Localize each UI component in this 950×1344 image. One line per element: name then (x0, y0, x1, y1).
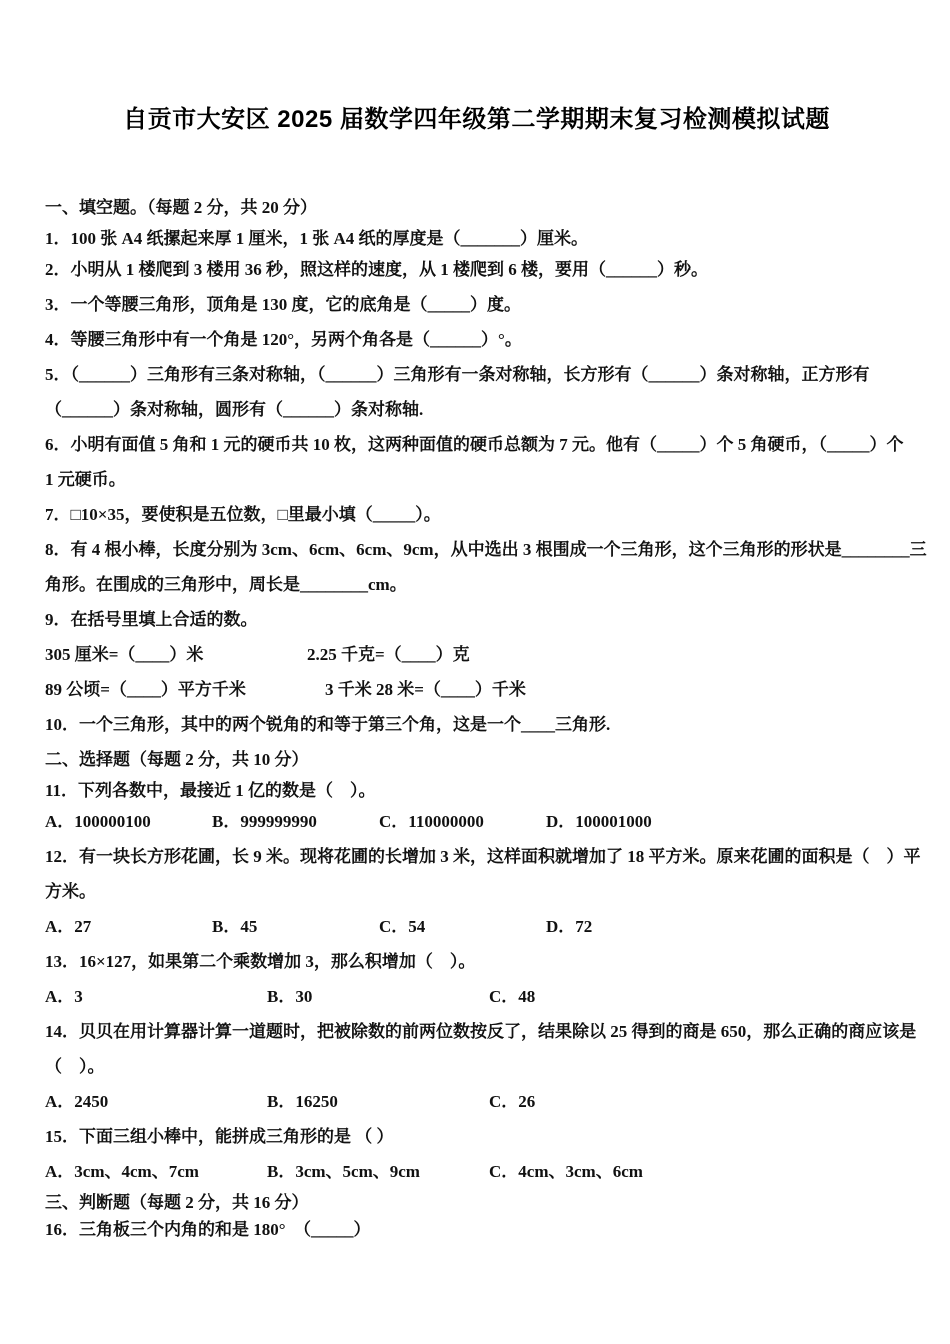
exam-title: 自贡市大安区 2025 届数学四年级第二学期期末复习检测模拟试题 (123, 106, 830, 133)
question-1: 1．100 张 A4 纸摞起来厚 1 厘米，1 张 A4 纸的厚度是（_______）厘米。 (45, 229, 589, 248)
section-2-header: 二、选择题（每题 2 分，共 10 分） (45, 750, 309, 769)
question-16: 16．三角板三个内角的和是 180° （_____） (45, 1220, 371, 1239)
question-5-line-2: （______）条对称轴，圆形有（______）条对称轴. (45, 400, 424, 419)
question-12-line-2: 方米。 (45, 882, 96, 901)
question-5-line-1: 5．（______）三角形有三条对称轴，（______）三角形有一条对称轴，长方形有（______）条对称轴，正方形有 (45, 365, 870, 384)
q15-option-a: A．3cm、4cm、7cm (45, 1162, 199, 1181)
question-9-conversion-row-1 (45, 637, 908, 672)
question-2: 2．小明从 1 楼爬到 3 楼用 36 秒，照这样的速度，从 1 楼爬到 6 楼，要用（______）秒。 (45, 260, 708, 279)
question-12-line-1: 12．有一块长方形花圃，长 9 米。现将花圃的长增加 3 米，这样面积就增加了 18 平方米。原来花圃的面积是（ ）平 (45, 847, 921, 866)
conversion-cm-to-m: 305 厘米=（____）米 (45, 645, 204, 664)
q11-option-b: B．999999990 (212, 812, 317, 831)
q14-option-a: A．2450 (45, 1092, 109, 1111)
q13-option-a: A．3 (45, 987, 83, 1006)
conversion-kg-to-g: 2.25 千克=（____）克 (307, 645, 470, 664)
q11-option-d: D．100001000 (546, 812, 652, 831)
q14-option-c: C．26 (489, 1092, 536, 1111)
question-4: 4．等腰三角形中有一个角是 120°，另两个角各是（______）°。 (45, 330, 522, 349)
question-8-line-2: 角形。在围成的三角形中，周长是________cm。 (45, 575, 407, 594)
q14-options-row (45, 1084, 908, 1119)
q11-options-row (45, 804, 908, 839)
question-11: 11．下列各数中，最接近 1 亿的数是（ ）。 (45, 781, 376, 800)
q15-option-b: B．3cm、5cm、9cm (267, 1162, 420, 1181)
question-9-conversion-row-2 (45, 672, 908, 707)
q12-option-d: D．72 (546, 917, 593, 936)
question-8-line-1: 8．有 4 根小棒，长度分别为 3cm、6cm、6cm、9cm，从中选出 3 根围成一个三角形，这个三角形的形状是________三 (45, 540, 927, 559)
q11-option-c: C．110000000 (379, 812, 484, 831)
question-6-line-2: 1 元硬币。 (45, 470, 126, 489)
question-9: 9．在括号里填上合适的数。 (45, 610, 258, 629)
section-1-header: 一、填空题。（每题 2 分，共 20 分） (45, 198, 317, 217)
conversion-km-m-to-km: 3 千米 28 米=（____）千米 (325, 680, 526, 699)
q13-option-b: B．30 (267, 987, 313, 1006)
question-3: 3．一个等腰三角形，顶角是 130 度，它的底角是（_____）度。 (45, 295, 521, 314)
q11-option-a: A．100000100 (45, 812, 151, 831)
question-14-line-2: （ ）。 (45, 1057, 105, 1076)
q12-option-b: B．45 (212, 917, 258, 936)
conversion-hectare-to-sqkm: 89 公顷=（____）平方千米 (45, 680, 246, 699)
question-7: 7．□10×35，要使积是五位数，□里最小填（_____）。 (45, 505, 441, 524)
exam-body (45, 190, 927, 1243)
question-13: 13．16×127，如果第二个乘数增加 3，那么积增加（ ）。 (45, 952, 476, 971)
q12-option-a: A．27 (45, 917, 92, 936)
question-6-line-1: 6．小明有面值 5 角和 1 元的硬币共 10 枚，这两种面值的硬币总额为 7 元。他有（_____）个 5 角硬币，（_____）个 (45, 435, 904, 454)
q15-options-row (45, 1154, 908, 1189)
q12-option-c: C．54 (379, 917, 426, 936)
question-15: 15．下面三组小棒中，能拼成三角形的是 （ ） (45, 1127, 394, 1146)
q15-option-c: C．4cm、3cm、6cm (489, 1162, 643, 1181)
q12-options-row (45, 909, 908, 944)
section-3-header: 三、判断题（每题 2 分，共 16 分） (45, 1193, 309, 1212)
q14-option-b: B．16250 (267, 1092, 338, 1111)
question-14-line-1: 14．贝贝在用计算器计算一道题时，把被除数的前两位数按反了，结果除以 25 得到的商是 650，那么正确的商应该是 (45, 1022, 917, 1041)
question-10: 10．一个三角形，其中的两个锐角的和等于第三个角，这是一个____三角形. (45, 715, 611, 734)
q13-option-c: C．48 (489, 987, 536, 1006)
q13-options-row (45, 979, 908, 1014)
